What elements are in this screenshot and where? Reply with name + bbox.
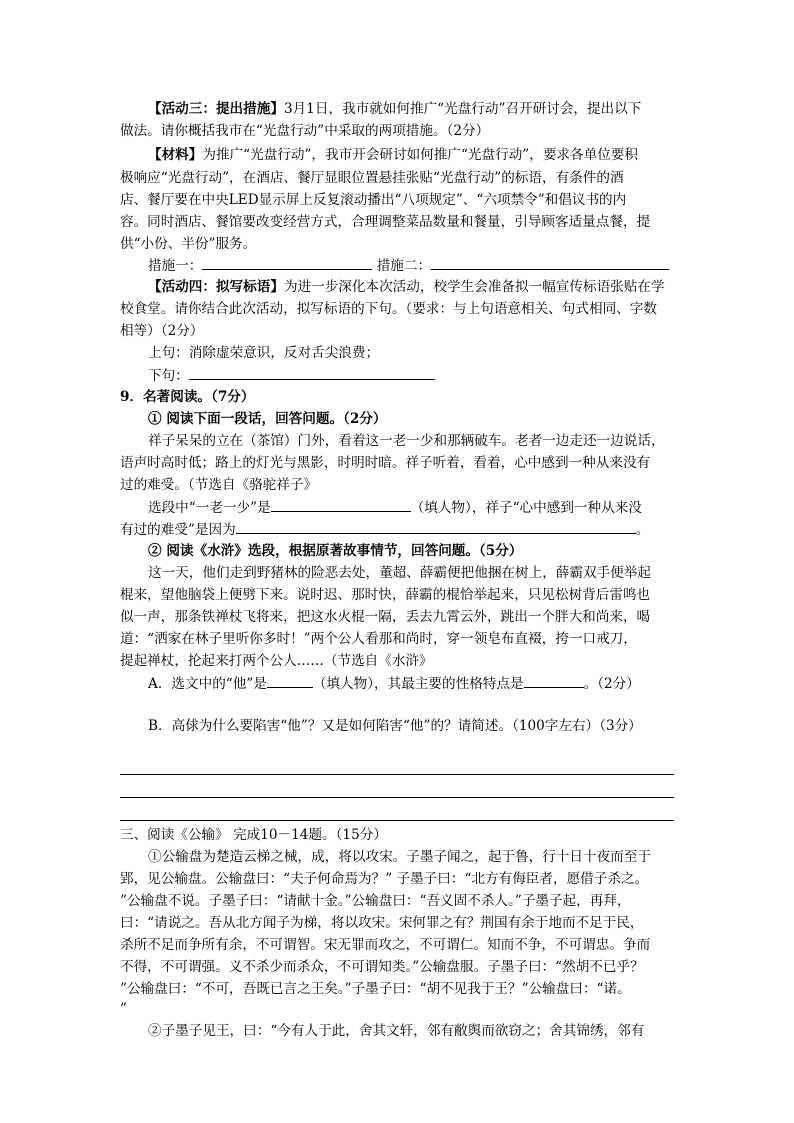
section3-line3: ”公输盘不说。子墨子曰：“请献十金。”公输盘曰：“吾义固不杀人。”子墨子起，再拜， xyxy=(120,893,631,909)
q9-part2-title: ② 阅读《水浒》选段，根据原著故事情节，回答问题。（5分） xyxy=(148,543,523,559)
activity4-line3: 相等）（2分） xyxy=(120,323,204,339)
q9-part2-blank-person[interactable] xyxy=(267,673,313,688)
q9-part2-line2: 棍来，望他脑袋上便劈下来。说时迟、那时快，薛霸的棍恰举起来，只见松树背后雷鸣也 xyxy=(120,587,651,603)
q9-part1-q-c: 有过的难受”是因为 xyxy=(120,522,236,538)
slogan-lower-label: 下句： xyxy=(148,368,189,384)
q9-part1-blank2[interactable] xyxy=(236,519,636,534)
measures-line xyxy=(148,255,669,276)
section3-line6: 不得，不可谓强。义不杀少而杀众，不可谓知类。”公输盘服。子墨子曰：“然胡不已乎？ xyxy=(120,959,644,975)
q9-part2-line4: 道：“洒家在林子里听你多时！”两个公人看那和尚时，穿一领皂布直裰，挎一口戒刀， xyxy=(120,631,637,647)
q9-part2-question-a xyxy=(148,673,640,694)
measure2-label: 措施二： xyxy=(376,258,432,274)
slogan-upper: 上句：消除虚荣意识，反对舌尖浪费； xyxy=(148,345,380,361)
q9-part1-blank1[interactable] xyxy=(271,497,411,512)
slogan-lower-line xyxy=(148,365,435,386)
q9-part1-line3: 过的难受。（节选自《骆驼祥子》 xyxy=(120,477,318,493)
q9-part1-q-a: 选段中“一老一少”是 xyxy=(148,500,271,516)
slogan-lower-blank[interactable] xyxy=(189,365,435,380)
activity3-text1: 3月1日，我市就如何推广“光盘行动”召开研讨会，提出以下 xyxy=(283,101,642,117)
activity3-line2: 做法。请你概括我市在“光盘行动”中采取的两项措施。（2分） xyxy=(120,123,490,139)
material-text1: 为推广“光盘行动”，我市开会研讨如何推广“光盘行动”，要求各单位要积 xyxy=(202,147,638,163)
measure1-blank[interactable] xyxy=(202,255,372,270)
section3-line5: 杀所不足而争所有余，不可谓智。宋无罪而攻之，不可谓仁。知而不争，不可谓忠。争而 xyxy=(120,937,651,953)
section3-title: 三、阅读《公输》 完成10－14题。（15分） xyxy=(120,827,387,843)
measure2-blank[interactable] xyxy=(431,255,669,270)
answer-line-2[interactable] xyxy=(120,797,674,798)
material-line1 xyxy=(148,145,638,165)
q9-part1-q-b: （填人物），祥子“心中感到一种从来没 xyxy=(410,500,642,516)
q9-part2-qa-a: A．选文中的“他”是 xyxy=(148,676,267,692)
material-line5: 供“小份、半份”服务。 xyxy=(120,236,257,252)
section3-line8: ” xyxy=(120,1001,127,1017)
material-line2: 极响应“光盘行动”，在酒店、餐厅显眼位置悬挂张贴“光盘行动”的标语，有条件的酒 xyxy=(120,170,624,186)
answer-line-1[interactable] xyxy=(120,774,674,775)
activity3-line1 xyxy=(148,99,641,119)
activity4-text1: 为进一步深化本次活动，校学生会准备拟一幅宣传标语张贴在学 xyxy=(283,279,665,295)
q9-part2-qa-b: （填人物），其最主要的性格特点是 xyxy=(312,676,524,692)
q9-part2-line3: 似一声，那条铁禅杖飞将来，把这水火棍一隔，丢去九霄云外，跳出一个胖大和尚来，喝 xyxy=(120,609,651,625)
q9-title: 9．名著阅读。（7分） xyxy=(120,389,255,405)
q9-part1-question-line2 xyxy=(120,519,649,540)
q9-part2-qa-c: 。（2分） xyxy=(583,676,640,692)
measure1-label: 措施一： xyxy=(148,258,203,274)
activity4-heading: 【活动四：拟写标语】 xyxy=(148,279,284,295)
activity4-line1 xyxy=(148,277,665,297)
answer-line-3[interactable] xyxy=(120,820,674,821)
material-line3: 店、餐厅要在中央LED显示屏上反复滚动播出“八项规定”、“六项禁令”和倡议书的内 xyxy=(120,192,627,208)
q9-part2-line1: 这一天，他们走到野猪林的险恶去处，董超、薛霸便把他捆在树上，薛霸双手便举起 xyxy=(148,565,651,581)
q9-part1-q-end: 。 xyxy=(635,522,650,538)
material-heading: 【材料】 xyxy=(148,147,203,163)
section3-line7: ”公输盘曰：“不可，吾既已言之王矣。”子墨子曰：“胡不见我于王？”公输盘曰：“诺。 xyxy=(120,981,631,997)
activity4-line2: 校食堂。请你结合此次活动，拟写标语的下句。（要求：与上句语意相关、句式相同、字数 xyxy=(120,301,657,317)
q9-part1-title: ① 阅读下面一段话，回答问题。（2分） xyxy=(148,411,387,427)
q9-part1-question-line1 xyxy=(148,497,642,518)
section3-line4: 曰：“请说之。吾从北方闻子为梯，将以攻宋。宋何罪之有？荆国有余于地而不足于民， xyxy=(120,915,644,931)
activity3-heading: 【活动三：提出措施】 xyxy=(148,101,284,117)
section3-line2: 郢，见公输盘。公输盘曰：“夫子何命焉为？” 子墨子曰：“北方有侮臣者，愿借子杀之。 xyxy=(120,871,649,887)
section3-line9: ②子墨子见王，曰：“今有人于此，舍其文轩，邻有敝舆而欲窃之；舍其锦绣，邻有 xyxy=(148,1023,645,1039)
q9-part1-line2: 语声时高时低；路上的灯光与黑影，时明时暗。祥子听着，看着，心中感到一种从来没有 xyxy=(120,455,651,471)
material-line4: 容。同时酒店、餐馆要改变经营方式，合理调整菜品数量和餐量，引导顾客适量点餐，提 xyxy=(120,214,651,230)
q9-part2-line5: 提起禅杖，抡起来打两个公人……（节选自《水浒》 xyxy=(120,653,433,669)
q9-part1-line1: 祥子呆呆的立在（茶馆）门外，看着这一老一少和那辆破车。老者一边走还一边说话， xyxy=(148,433,665,449)
q9-part2-blank-trait[interactable] xyxy=(524,673,584,688)
q9-part2-question-b: B．高俅为什么要陷害“他”？又是如何陷害“他”的？请简述。（100字左右）（3分） xyxy=(148,718,642,734)
section3-line1: ①公输盘为楚造云梯之械，成，将以攻宋。子墨子闻之，起于鲁，行十日十夜而至于 xyxy=(148,849,651,865)
